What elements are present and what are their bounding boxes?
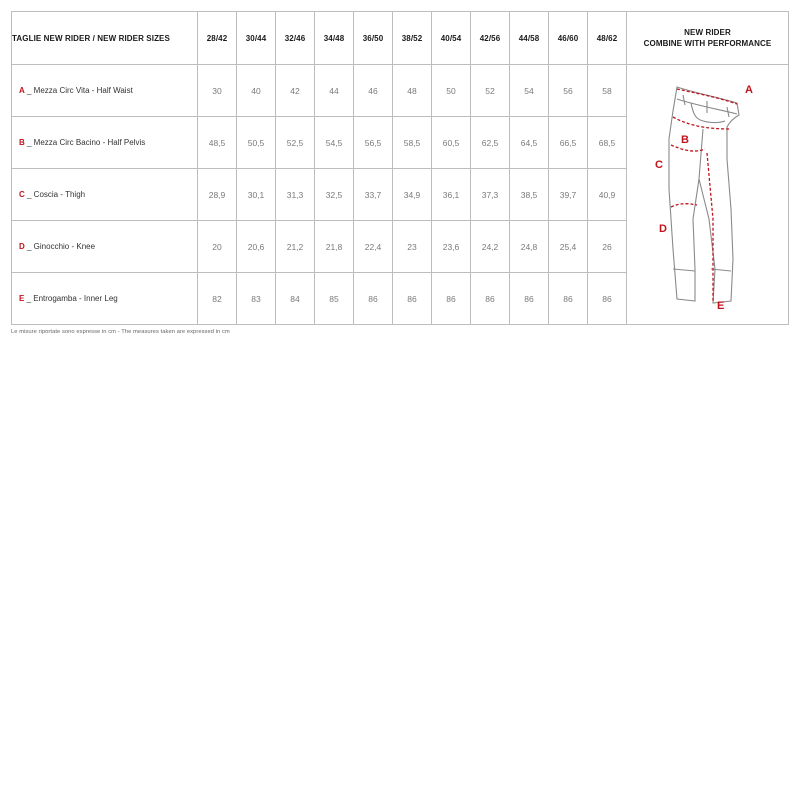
table-cell: 56,5 — [354, 117, 393, 169]
table-cell: 48 — [393, 65, 432, 117]
table-cell: 28,9 — [198, 169, 237, 221]
table-cell: 40 — [237, 65, 276, 117]
label-a: A — [744, 83, 753, 96]
table-cell: 26 — [588, 221, 627, 273]
table-cell: 54 — [510, 65, 549, 117]
table-cell: 62,5 — [471, 117, 510, 169]
row-label — [12, 273, 198, 325]
table-cell: 24,2 — [471, 221, 510, 273]
table-cell: 86 — [588, 273, 627, 325]
size-header: 46/60 — [549, 12, 588, 65]
size-chart — [11, 11, 788, 335]
label-d: D — [658, 222, 667, 235]
table-cell: 44 — [315, 65, 354, 117]
table-cell: 58,5 — [393, 117, 432, 169]
table-row — [12, 65, 789, 117]
table-cell: 86 — [432, 273, 471, 325]
size-header: 36/50 — [354, 12, 393, 65]
table-cell: 20 — [198, 221, 237, 273]
table-cell: 66,5 — [549, 117, 588, 169]
table-cell: 52,5 — [276, 117, 315, 169]
size-header: 30/44 — [237, 12, 276, 65]
table-cell: 30 — [198, 65, 237, 117]
size-header: 48/62 — [588, 12, 627, 65]
row-label — [12, 221, 198, 273]
table-cell: 68,5 — [588, 117, 627, 169]
table-cell: 50,5 — [237, 117, 276, 169]
measure-letter: E — [19, 294, 25, 303]
figure-title-line2: COMBINE WITH PERFORMANCE — [643, 39, 772, 48]
size-header: 38/52 — [393, 12, 432, 65]
table-cell: 23 — [393, 221, 432, 273]
size-header: 28/42 — [198, 12, 237, 65]
table-cell: 23,6 — [432, 221, 471, 273]
figure-title-line1: NEW RIDER — [684, 28, 731, 37]
table-cell: 22,4 — [354, 221, 393, 273]
table-cell: 30,1 — [237, 169, 276, 221]
table-cell: 60,5 — [432, 117, 471, 169]
table-cell: 52 — [471, 65, 510, 117]
table-cell: 48,5 — [198, 117, 237, 169]
table-cell: 86 — [549, 273, 588, 325]
measure-letter: C — [19, 190, 25, 199]
table-cell: 24,8 — [510, 221, 549, 273]
size-header: 40/54 — [432, 12, 471, 65]
measure-label: _ Mezza Circ Bacino - Half Pelvis — [24, 138, 146, 147]
measure-letter: D — [19, 242, 25, 251]
table-cell: 86 — [510, 273, 549, 325]
table-title: TAGLIE NEW RIDER / NEW RIDER SIZES — [12, 12, 198, 65]
table-cell: 38,5 — [510, 169, 549, 221]
table-cell: 40,9 — [588, 169, 627, 221]
measure-label: _ Coscia - Thigh — [24, 190, 86, 199]
measure-label: _ Mezza Circ Vita - Half Waist — [24, 86, 133, 95]
table-cell: 42 — [276, 65, 315, 117]
table-cell: 86 — [471, 273, 510, 325]
figure-title — [627, 12, 789, 65]
table-cell: 21,8 — [315, 221, 354, 273]
row-label — [12, 169, 198, 221]
table-cell: 83 — [237, 273, 276, 325]
table-cell: 31,3 — [276, 169, 315, 221]
table-cell: 82 — [198, 273, 237, 325]
row-label — [12, 117, 198, 169]
pants-figure-cell — [627, 65, 789, 325]
table-cell: 85 — [315, 273, 354, 325]
measure-label: _ Entrogamba - Inner Leg — [24, 294, 118, 303]
table-cell: 34,9 — [393, 169, 432, 221]
table-cell: 54,5 — [315, 117, 354, 169]
table-cell: 36,1 — [432, 169, 471, 221]
size-header: 32/46 — [276, 12, 315, 65]
measure-letter: B — [19, 138, 25, 147]
pants-outline — [669, 87, 739, 303]
table-cell: 21,2 — [276, 221, 315, 273]
measurement-note: Le misure riportate sono espresse in cm - The measures taken are expressed in cm — [11, 329, 230, 335]
table-cell: 25,4 — [549, 221, 588, 273]
label-b: B — [680, 133, 689, 146]
size-header: 44/58 — [510, 12, 549, 65]
table-cell: 58 — [588, 65, 627, 117]
table-cell: 56 — [549, 65, 588, 117]
table-cell: 39,7 — [549, 169, 588, 221]
measure-label: _ Ginocchio - Knee — [24, 242, 96, 251]
pants-diagram — [633, 69, 783, 319]
label-c: C — [654, 158, 663, 171]
table-cell: 20,6 — [237, 221, 276, 273]
table-cell: 86 — [354, 273, 393, 325]
table-cell: 32,5 — [315, 169, 354, 221]
table-cell: 86 — [393, 273, 432, 325]
measure-letter: A — [19, 86, 25, 95]
table-cell: 33,7 — [354, 169, 393, 221]
table-cell: 50 — [432, 65, 471, 117]
size-header: 42/56 — [471, 12, 510, 65]
table-cell: 64,5 — [510, 117, 549, 169]
table-cell: 46 — [354, 65, 393, 117]
label-e: E — [716, 299, 724, 312]
row-label — [12, 65, 198, 117]
header-row — [12, 12, 789, 65]
size-header: 34/48 — [315, 12, 354, 65]
table-cell: 84 — [276, 273, 315, 325]
table-cell: 37,3 — [471, 169, 510, 221]
size-table — [11, 11, 789, 325]
